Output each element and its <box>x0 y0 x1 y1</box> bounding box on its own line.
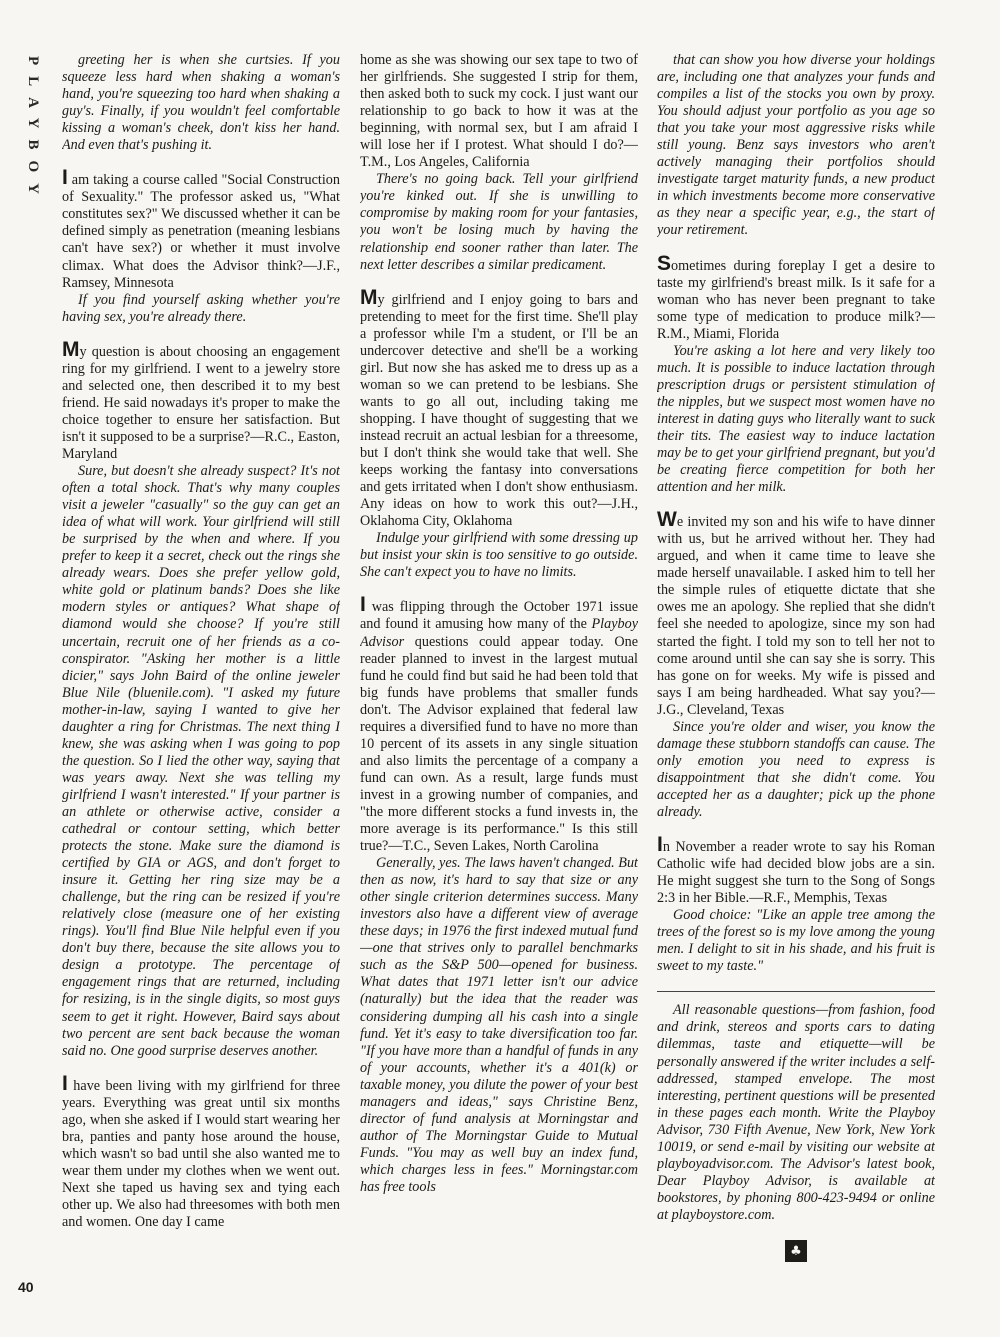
question-letter <box>62 1071 340 1231</box>
answer-text: If you find yourself asking whether you're having sex, you're already there. <box>62 291 340 325</box>
question-letter <box>360 593 638 855</box>
question-text: have been living with my girlfriend for three years. Everything was great until six months ago, when she asked if I would start wearing her bra, panties and panty hose around the house, which wasn't so bad until she also wanted me to wear them under my clothes when we went out. Next she taped us having sex and tying each other up. We also had threesomes with both men and women. One day I came <box>62 1077 340 1231</box>
logo <box>657 1240 935 1262</box>
question-text: ometimes during foreplay I get a desire to taste my girlfriend's breast milk. Is it safe for a woman who has never been pregnant to take some type of medication to produce milk?—R.M., Miami, Florida <box>657 257 935 342</box>
question-letter <box>657 251 935 343</box>
answer-text: Good choice: "Like an apple tree among the trees of the forest so is my love among the young men. I delight to sit in his shade, and his fruit is sweet to my taste." <box>657 907 935 975</box>
column-1 <box>62 52 340 1292</box>
column-3 <box>657 52 935 1292</box>
answer-text: Generally, yes. The laws haven't changed. But then as now, it's hard to say that size or any other single criterion determines success. Many investors also have a different view of average these days; in 1976 the first indexed mutual fund—one that strives only to parallel benchmarks such as the S&P 500—opened for business. What dates that 1971 letter isn't our advice (naturally) but the idea that the reader was considering dumping all his cash into a single fund. Yet it's easy to take diversification too far. "If you have more than a handful of funds in any of your accounts, whether it's a 401(k) or taxable money, you dilute the power of your best managers and ideas," says Christine Benz, director of fund analysis at Morningstar and author of The Morningstar Guide to Mutual Funds. "You may as well buy an index fund, which charges less in fees." Morningstar.com has free tools <box>360 855 638 1195</box>
rabbit-head-icon: ♣ <box>785 1240 807 1262</box>
question-text: y question is about choosing an engagement ring for my girlfriend. I went to a jewelry store and selected one, then described it to my best friend. He said nowadays it's proper to make the choice together to ensure her satisfaction. But isn't it supposed to be a surprise?—R.C., Easton, Maryland <box>62 343 340 462</box>
question-text-continued: home as she was showing our sex tape to two of her girlfriends. She suggested I strip for them, then asked both to suck my cock. I just want our relationship to go back to how it was at the beginning, with normal sex, but I am afraid I will lose her if I protest. What should I do?—T.M., Los Angeles, California <box>360 52 638 171</box>
drop-cap: M <box>360 285 378 309</box>
answer-text: You're asking a lot here and very likely too much. It is possible to induce lactation through prescription drugs or persistent stimulation of the nipples, but we suspect most women have no interest in dating guys who literally want to suck their tits. The easiest way to induce lactation may be to get your girlfriend pregnant, but you'd be creating fierce competition for both her attention and her milk. <box>657 342 935 496</box>
divider-rule <box>657 991 935 992</box>
drop-cap: S <box>657 251 672 275</box>
drop-cap: I <box>657 833 663 857</box>
drop-cap: I <box>62 1071 68 1095</box>
answer-text: greeting her is when she curtsies. If you squeeze less hard when shaking a woman's hand, you're squeezing too hard when shaking a guy's. Finally, if you wouldn't feel comfortable kissing a woman's cheek, don't kiss her hand. And even that's pushing it. <box>62 52 340 154</box>
question-letter <box>62 166 340 291</box>
drop-cap: M <box>62 337 80 361</box>
answer-text: Indulge your girlfriend with some dressing up but insist your skin is too sensitive to go outside. She can't expect you to have no limits. <box>360 530 638 581</box>
question-text: e invited my son and his wife to have dinner with us, but he arrived without her. They had argued, and when it came time to leave she made herself unavailable. I asked him to tell her the simple rules of etiquette dictate that she owes me an apology. She replied that she didn't feel she needed to apologize, since my son had started the fight. I told my son to tell her not to come around until she can say she is sorry. This has gone on for weeks. My wife is pissed and says I am being hardheaded. What say you?—J.G., Cleveland, Texas <box>657 514 935 718</box>
drop-cap: I <box>360 593 366 617</box>
question-letter <box>62 337 340 463</box>
page-number: 40 <box>18 1279 34 1295</box>
question-text: questions could appear today. One reader planned to invest in the largest mutual fund he could find but said he had been told that big funds have problems that smaller funds don't. The Advisor explained that federal law requires a diversified fund to have no more than 10 percent of its assets in any single situation and also limits the percentage of a company a fund can own. As a result, large funds must invest in a growing number of companies, and "the more different stocks a fund invests in, the more average is its performance." Is this still true?—T.C., Seven Lakes, North Carolina <box>360 633 638 855</box>
question-text: was flipping through the October 1971 issue and found it amusing how many of the <box>360 599 638 633</box>
drop-cap: I <box>62 166 68 190</box>
answer-text: Sure, but doesn't she already suspect? It's not often a total shock. That's why many couples visit a jeweler "casually" so the guy can get an idea of what will work. Your girlfriend will still be surprised by the when and where. If you prefer to keep it a secret, check out the rings she already wears. Does she prefer yellow gold, white gold or platinum bands? Does she like modern styles or antiques? What shape of diamond would she choose? If you're still uncertain, recruit one of her friends as a co-conspirator. "Asking her mother is a little dicier," says John Baird of the online jeweler Blue Nile (bluenile.com). "I asked my future mother-in-law, saying I wanted to give her daughter a ring for Christmas. The next thing I knew, she was asking when I was going to pop the question. So I lied the other way, saying that was years away. Next she was telling my girlfriend I wasn't interested." If your partner is an athlete or otherwise active, consider a cathedral or contour setting, which better protects the stone. Make sure the diamond is certified by GIA or AGS, and don't forget to insure it. Getting her ring size may be a challenge, but the ring can be resized if you're relatively close (measure one of her existing rings). You'll find Blue Nile helpful even if you don't buy there, because the site allows you to design a prototype. The percentage of engagement rings that are returned, including for resizing, is in the single digits, so most guys seem to get it right. However, Baird says about two percent are sent back because the woman said no. One good surprise deserves another. <box>62 463 340 1059</box>
question-text: am taking a course called "Social Construction of Sexuality." The professor asked us, "What constitutes sex?" We discussed whether it can be defined simply as penetration (meaning lesbians can't have sex?) or whether it must involve climax. What does the Advisor think?—J.F., Ramsey, Minnesota <box>62 172 340 291</box>
magazine-spine-label: PLAYBOY <box>24 55 41 205</box>
question-letter <box>360 285 638 531</box>
publication-name: Playboy Advisor <box>360 616 638 650</box>
submission-info: All reasonable questions—from fashion, food and drink, stereos and sports cars to dating dilemmas, taste and etiquette—will be personally answered if the writer includes a self-addressed, stamped envelope. The most interesting, pertinent questions will be presented in these pages each month. Write the Playboy Advisor, 730 Fifth Avenue, New York, New York 10019, or send e-mail by visiting our website at playboyadvisor.com. The Advisor's latest book, Dear Playboy Advisor, is available at bookstores, by phoning 800-423-9494 or online at playboystore.com. <box>657 1002 935 1223</box>
question-text: y girlfriend and I enjoy going to bars and pretending to meet for the first time. She'll play a professor while I'm a student, or I'll be an undercover detective and she'll be a working girl. But now she has asked me to dress up as a woman so we can pretend to be lesbians. She wants to go all out, including taking me shopping. I have thought of suggesting that we instead recruit an actual lesbian for a threesome, but I don't think she would take that well. She keeps working the fantasy into conversations and gets irritated when I don't show enthusiasm. Any ideas on how to work this out?—J.H., Oklahoma City, Oklahoma <box>360 291 638 530</box>
answer-text: Since you're older and wiser, you know the damage these stubborn standoffs can cause. The only emotion you need to express is disappointment that she didn't come. You accepted her as a daughter; pick up the phone already. <box>657 718 935 820</box>
column-2 <box>360 52 638 1292</box>
question-letter <box>657 833 935 907</box>
question-letter <box>657 508 935 719</box>
drop-cap: W <box>657 508 677 532</box>
answer-text: There's no going back. Tell your girlfriend you're kinked out. If she is unwilling to compromise by making room for your fantasies, you won't be losing much by having the relationship end sooner rather than later. The next letter describes a similar predicament. <box>360 171 638 273</box>
question-text: n November a reader wrote to say his Roman Catholic wife had decided blow jobs are a sin. He might suggest she turn to the Song of Songs 2:3 in her Bible.—R.F., Memphis, Texas <box>657 839 935 907</box>
answer-text-continued: that can show you how diverse your holdings are, including one that analyzes your funds and compiles a list of the stocks you own by proxy. You should adjust your portfolio as you age so that you take your most aggressive risks while still young. Benz says investors who aren't actively managing their portfolios should investigate target maturity funds, a new product in which investments become more conservative as they near a specific year, e.g., the start of your retirement. <box>657 52 935 239</box>
